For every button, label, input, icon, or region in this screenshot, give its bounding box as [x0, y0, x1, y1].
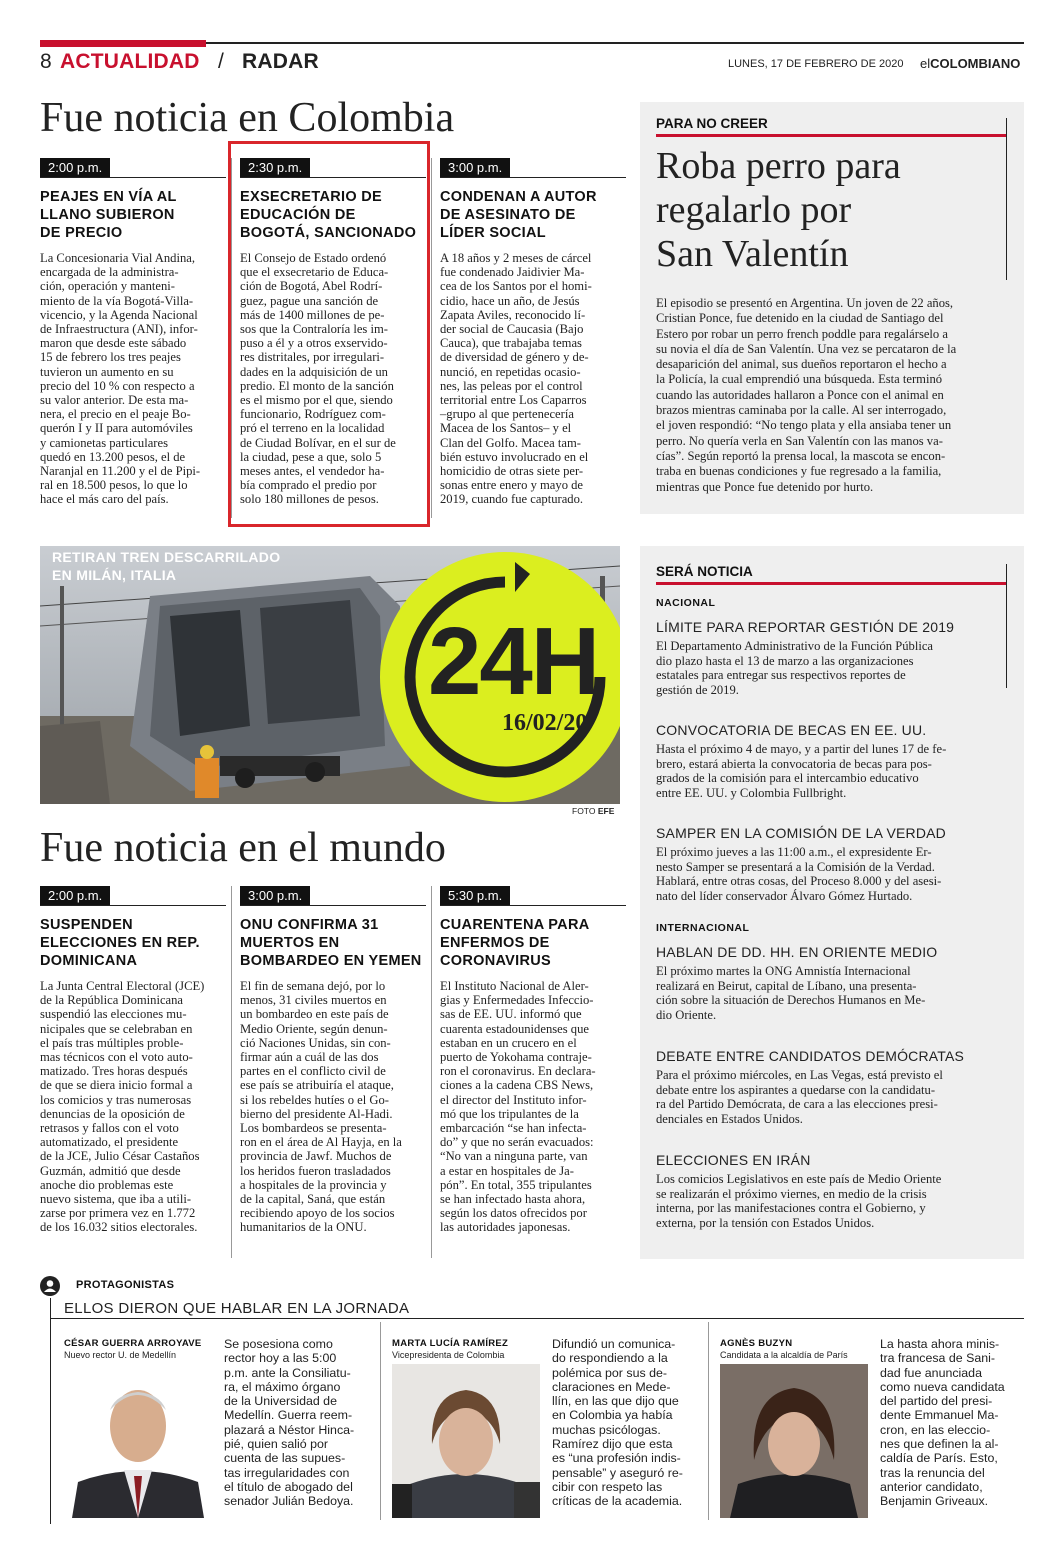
news-headline: EXSECRETARIO DE EDUCACIÓN DE BOGOTÁ, SANCIONADO — [240, 189, 417, 241]
news-headline: SUSPENDEN ELECCIONES EN REP. DOMINICANA — [40, 917, 200, 969]
person-role: Nuevo rector U. de Medellín — [64, 1350, 177, 1360]
protagonistas-label: PROTAGONISTAS — [76, 1279, 175, 1291]
protagonistas-rule — [50, 1318, 1024, 1319]
panel-title: Roba perro para regalarlo por San Valentín — [656, 145, 901, 275]
news-body: El Consejo de Estado ordenó que el exsecretario de Educa- ción de Bogotá, Abel Rodrí- guez, pague una sanción de más de 1400 millones de pe- sos que la Contraloría les im- puso a él y a otros exservido- res distritales, por irregulari- dades en la adquisición de un predio. El monto de la sanción es el mismo por el que, siendo funcionario, Rodríguez com- pró el terreno en la localidad de Ciudad Bolívar, en el sur de la ciudad, pese a que, solo 5 meses antes, el vendedor ha- bía comprado el predio por solo 180 millones de pesos. — [240, 251, 396, 507]
event-body: El próximo martes la ONG Amnistía Internacional realizará en Beirut, capital de Líbano, una presenta- ción sobre la situación de Derechos Humanos en Me- dio Oriente. — [656, 964, 926, 1022]
page-number: 8 — [40, 50, 52, 73]
portrait-photo — [720, 1364, 868, 1518]
section-separator: / — [218, 50, 225, 73]
news-body: El Instituto Nacional de Aler- gias y Enfermedades Infeccio- sas de EE. UU. informó que cuarenta estadounidenses que estaban en un crucero en el puerto de Yokohama contraje- ron el coronavirus. En declara- ciones a la cadena CBS News, el director del Instituto infor- mó que los tripulantes de la embarcación “se han infecta- do” y que no serán evacuados: “No van a ninguna parte, van a estar en hospitales de Ja- pón”. En total, 355 tripulantes se han infectado hasta ahora, según los datos ofrecidos por las autoridades japonesas. — [440, 979, 596, 1235]
sera-noticia-panel — [640, 546, 1024, 1259]
person-text: La hasta ahora minis- tra francesa de Sani- dad fue anunciada como nueva candidata del partido del presi- dente Emmanuel Ma- cron, en las eleccio- nes que definen la al- caldía de París. Esto, tras la renuncia del anterior candidato, Benjamin Griveaux. — [880, 1337, 1005, 1509]
event-title: SAMPER EN LA COMISIÓN DE LA VERDAD — [656, 825, 946, 841]
nacional-label: NACIONAL — [656, 597, 716, 609]
event-title: DEBATE ENTRE CANDIDATOS DEMÓCRATAS — [656, 1048, 965, 1064]
time-rule — [440, 177, 626, 178]
news-headline: CONDENAN A AUTOR DE ASESINATO DE LÍDER SOCIAL — [440, 189, 597, 241]
colombia-column-1 — [40, 158, 226, 507]
photo-credit — [572, 806, 614, 816]
panel-label: SERÁ NOTICIA — [656, 564, 753, 579]
photo-credit-source: EFE — [597, 806, 615, 816]
column-divider — [431, 886, 432, 1258]
event-body: Los comicios Legislativos en este país de Medio Oriente se realizarán el próximo viernes, en medio de la crisis interna, por las manifestaciones contra el Gobierno, y externa, por la tensión con Estados Unidos. — [656, 1172, 942, 1230]
panel-accent-rule — [656, 134, 1006, 137]
brand-name: COLOMBIANO — [930, 56, 1021, 71]
person-role: Candidata a la alcaldía de París — [720, 1350, 848, 1360]
24h-date: 16/02/20 — [502, 710, 588, 736]
time-badge: 2:30 p.m. — [240, 158, 310, 177]
mundo-heading: Fue noticia en el mundo — [40, 825, 446, 871]
panel-body: El episodio se presentó en Argentina. Un joven de 22 años, Cristian Ponce, fue detenido en la ciudad de Santiago del Estero por robar un perro french poddle para regalárselo a su novia el día de San Valentín. Una vez se percataron de la desaparición del animal, sus dueños reportaron el hecho a la Policía, la cual emprendió una búsqueda. Esta terminó cuando las autoridades hallaron a Ponce con el animal en brazos mientras caminaba por la calle. Al ser interrogado, el joven respondió: “No tengo plata y ella ansiaba tener un perro. No quería verla en San Valentín con las manos va- cías”. Según reportó la prensa local, la mascota se encon- traba en buenas condiciones y fue regresado a la familia, mientras que Ponce fue detenido por hurto. — [656, 296, 957, 494]
person-name: MARTA LUCÍA RAMÍREZ — [392, 1338, 509, 1349]
person-name: CÉSAR GUERRA ARROYAVE — [64, 1338, 202, 1349]
time-rule — [440, 905, 626, 906]
section-name: ACTUALIDAD — [60, 50, 200, 73]
portrait-photo — [64, 1364, 212, 1518]
news-photo — [40, 546, 620, 804]
photo-credit-prefix: FOTO — [572, 806, 596, 816]
time-rule — [240, 905, 426, 906]
newspaper-brand — [920, 56, 1020, 71]
issue-date: LUNES, 17 DE FEBRERO DE 2020 — [728, 58, 904, 70]
panel-vrule — [1006, 118, 1007, 280]
time-badge: 2:00 p.m. — [40, 886, 110, 905]
event-title: LÍMITE PARA REPORTAR GESTIÓN DE 2019 — [656, 619, 955, 635]
brand-prefix: el — [920, 56, 931, 71]
person-role: Vicepresidenta de Colombia — [392, 1350, 505, 1360]
time-rule — [40, 177, 226, 178]
news-headline: ONU CONFIRMA 31 MUERTOS EN BOMBARDEO EN YEMEN — [240, 917, 422, 969]
person-text: Se posesiona como rector hoy a las 5:00 p.m. ante la Consiliatu- ra, el máximo órgano de la Universidad de Medellín. Guerra reem- plazará a Néstor Hinca- pié, quien salió por cuenta de las supues- tas irregularidades con el título de abogado del senador Julián Bedoya. — [224, 1337, 355, 1509]
event-body: El próximo jueves a las 11:00 a.m., el expresidente Er- nesto Samper se presentará a la Comisión de la Verdad. Hablará, entre otras cosas, del Proceso 8.000 y del asesi- nato del líder conservador Álvaro Gómez Hurtado. — [656, 845, 942, 903]
news-headline: CUARENTENA PARA ENFERMOS DE CORONAVIRUS — [440, 917, 590, 969]
news-body: La Concesionaria Vial Andina, encargada de la administra- ción, operación y manteni- miento de la vía Bogotá-Villa- vicencio, y la Agenda Nacional de Infraestructura (ANI), infor- maron que desde este sábado 15 de febrero los tres peajes tuvieron un aumento en su precio del 10 % con respecto a su valor anterior. De esta ma- nera, el precio en el peaje Bo- querón I y II para automóviles y camionetas particulares quedó en 13.200 pesos, el de Naranjal en 11.200 y el de Pipi- ral en 18.500 pesos, lo que lo hace el más caro del país. — [40, 251, 201, 507]
photo-caption: RETIRAN TREN DESCARRILADO EN MILÁN, ITALIA — [52, 549, 281, 583]
event-body: Hasta el próximo 4 de mayo, y a partir del lunes 17 de fe- brero, estará abierta la convocatoria de becas para pos- grados de la comisión para el intercambio educativo entre EE. UU. y Colombia Fullbright. — [656, 742, 947, 800]
person-text: Difundió un comunica- do respondiendo a la polémica por sus de- claraciones en Mede- llín, en las que dijo que en Colombia ya había muchas psicólogas. Ramírez dijo que esta es “una profesión indis- pensable” y aseguró re- cibir con respeto las críticas de la academia. — [552, 1337, 683, 1509]
news-body: A 18 años y 2 meses de cárcel fue condenado Jaidivier Ma- cea de los Santos por el homi- cidio, hace un año, de Jesús Zapata Aviles, reconocido lí- der social de Caucasia (Bajo Cauca), que trabajaba temas de diversidad de género y de- nunció, en repetidas ocasio- nes, las peleas por el control territorial entre Los Caparros –grupo al que pertenecería Macea de los Santos– y el Clan del Golfo. Macea tam- bién estuvo involucrado en el homicidio de otras siete per- sonas entre enero y mayo de 2019, cuando fue capturado. — [440, 251, 592, 507]
event-title: CONVOCATORIA DE BECAS EN EE. UU. — [656, 722, 927, 738]
column-divider — [380, 1322, 381, 1520]
internacional-label: INTERNACIONAL — [656, 922, 750, 934]
para-no-creer-panel — [640, 102, 1024, 514]
column-divider — [708, 1322, 709, 1520]
news-headline: PEAJES EN VÍA AL LLANO SUBIERON DE PRECIO — [40, 189, 177, 241]
time-rule — [40, 905, 226, 906]
subsection-name: RADAR — [242, 50, 319, 73]
column-divider — [431, 158, 432, 518]
mundo-column-2 — [240, 886, 426, 1235]
colombia-column-3 — [440, 158, 626, 507]
panel-label: PARA NO CREER — [656, 116, 768, 131]
news-body: La Junta Central Electoral (JCE) de la República Dominicana suspendió las elecciones mu- nicipales que se celebraban en el país tras múltiples proble- mas técnicos con el voto auto- matizado. Tres horas después de que se diera inicio formal a los comicios y tras numerosas denuncias de la oposición de retrasos y fallos con el voto automatizado, el presidente de la JCE, Julio César Castaños Guzmán, admitió que desde anoche dio problemas este nuevo sistema, que iba a utili- zarse por primera vez en 1.772 de los 16.032 sitios electorales. — [40, 979, 205, 1235]
panel-accent-rule — [656, 582, 1006, 585]
time-badge: 2:00 p.m. — [40, 158, 110, 177]
news-body: El fin de semana dejó, por lo menos, 31 civiles muertos en un bombardeo en este país de Medio Oriente, según denun- ció Naciones Unidas, sin con- firmar aún a cuál de las dos partes en el conflicto civil de ese país se atribuiría el ataque, si los rebeldes hutíes o el Go- bierno del presidente Al-Hadi. Los bombardeos se presenta- ron en el área de Al Hayja, en la provincia de Jawf. Muchos de los heridos fueron trasladados a hospitales de la provincia y de la capital, Saná, que están recibiendo apoyo de los socios humanitarios de la ONU. — [240, 979, 402, 1235]
event-body: El Departamento Administrativo de la Función Pública dio plazo hasta el 13 de marzo a las organizaciones estatales para entregar sus respectivos reportes de gestión de 2019. — [656, 639, 934, 697]
person-icon — [40, 1276, 60, 1296]
protagonistas-subtitle: ELLOS DIERON QUE HABLAR EN LA JORNADA — [64, 1300, 410, 1317]
time-badge: 5:30 p.m. — [440, 886, 510, 905]
24h-text: 24H — [428, 608, 599, 715]
mundo-column-1 — [40, 886, 226, 1235]
mundo-column-3 — [440, 886, 626, 1235]
time-badge: 3:00 p.m. — [440, 158, 510, 177]
event-title: ELECCIONES EN IRÁN — [656, 1152, 811, 1168]
header-accent-bar — [40, 40, 206, 47]
column-divider — [231, 886, 232, 1258]
portrait-photo — [392, 1364, 540, 1518]
header-rule — [206, 42, 1024, 44]
colombia-heading: Fue noticia en Colombia — [40, 95, 455, 141]
protagonistas-vrule — [50, 1298, 51, 1524]
time-badge: 3:00 p.m. — [240, 886, 310, 905]
event-title: HABLAN DE DD. HH. EN ORIENTE MEDIO — [656, 944, 938, 960]
highlight-box — [228, 141, 430, 527]
event-body: Para el próximo miércoles, en Las Vegas, está previsto el debate entre los aspirantes a quedarse con la candidatu- ra del Partido Demócrata, de cara a las elecciones presi- denciales en Estados Unidos. — [656, 1068, 943, 1126]
person-name: AGNÈS BUZYN — [720, 1338, 793, 1349]
